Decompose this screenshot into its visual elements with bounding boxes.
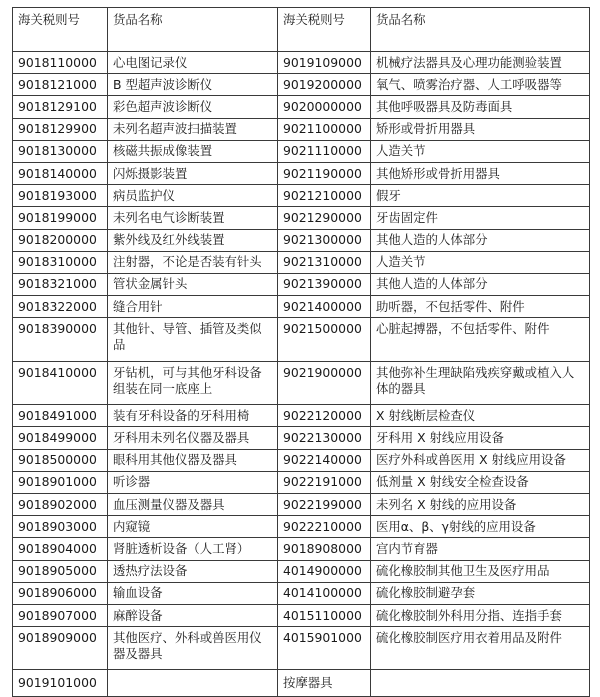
table-row [13,494,590,516]
goods-name-cell: 透热疗法设备 [108,560,278,582]
table-row [13,318,590,362]
goods-name-cell: 眼科用其他仪器及器具 [108,449,278,471]
table-row [13,185,590,207]
tariff-table [12,7,590,697]
goods-name-cell: 其他弥补生理缺陷残疾穿戴或植入人体的器具 [371,362,590,405]
goods-name-cell: 其他矫形或骨折用器具 [371,162,590,184]
tariff-code-cell: 9018499000 [13,427,108,449]
tariff-code-cell: 4014100000 [278,582,371,604]
goods-name-cell: 氧气、喷雾治疗器、人工呼吸器等 [371,74,590,96]
table-row [13,207,590,229]
goods-name-cell: 肾脏透析设备（人工肾） [108,538,278,560]
tariff-code-cell: 9021110000 [278,140,371,162]
table-row [13,471,590,493]
table-row [13,296,590,318]
goods-name-cell: 其他医疗、外科或兽医用仪器及器具 [108,627,278,670]
goods-name-cell: 管状金属针头 [108,273,278,295]
tariff-code-cell: 9018110000 [13,52,108,74]
tariff-code-cell: 9018491000 [13,405,108,427]
goods-name-cell: 硫化橡胶制外科用分指、连指手套 [371,604,590,626]
table-row [13,538,590,560]
header-name: 货品名称 [371,8,590,52]
goods-name-cell: 心脏起搏器，不包括零件、附件 [371,318,590,362]
goods-name-cell: 宫内节育器 [371,538,590,560]
table-row [13,405,590,427]
tariff-code-cell: 9018901000 [13,471,108,493]
tariff-code-cell: 9021210000 [278,185,371,207]
goods-name-cell: 未列名电气诊断装置 [108,207,278,229]
tariff-code-cell: 9021290000 [278,207,371,229]
goods-name-cell: 紫外线及红外线装置 [108,229,278,251]
header-name: 货品名称 [108,8,278,52]
table-row [13,74,590,96]
tariff-code-cell: 9018193000 [13,185,108,207]
tariff-code-cell: 9021100000 [278,118,371,140]
tariff-code-cell: 9018121000 [13,74,108,96]
tariff-code-cell: 9022210000 [278,516,371,538]
tariff-code-cell: 9022130000 [278,427,371,449]
tariff-code-cell: 9018500000 [13,449,108,471]
goods-name-cell: 麻醉设备 [108,604,278,626]
goods-name-cell: 未列名 X 射线的应用设备 [371,494,590,516]
goods-name-cell: 矫形或骨折用器具 [371,118,590,140]
tariff-code-cell: 9018903000 [13,516,108,538]
tariff-code-cell: 9018129900 [13,118,108,140]
tariff-code-cell: 9018410000 [13,362,108,405]
goods-name-cell: 其他人造的人体部分 [371,273,590,295]
goods-name-cell: X 射线断层检查仪 [371,405,590,427]
table-row [13,362,590,405]
goods-name-cell: 注射器，不论是否装有针头 [108,251,278,273]
goods-name-cell: 其他人造的人体部分 [371,229,590,251]
header-code: 海关税则号 [278,8,371,52]
table-row [13,627,590,670]
table-row [13,118,590,140]
goods-name-cell: 装有牙科设备的牙科用椅 [108,405,278,427]
goods-name-cell: 听诊器 [108,471,278,493]
tariff-code-cell: 9018905000 [13,560,108,582]
table-row [13,670,590,697]
goods-name-cell: 硫化橡胶制其他卫生及医疗用品 [371,560,590,582]
table-row [13,273,590,295]
goods-name-cell: 牙科用 X 射线应用设备 [371,427,590,449]
goods-name-cell: 其他呼吸器具及防毒面具 [371,96,590,118]
table-row [13,427,590,449]
goods-name-cell: 硫化橡胶制避孕套 [371,582,590,604]
goods-name-cell: 病员监护仪 [108,185,278,207]
goods-name-cell: 未列名超声波扫描装置 [108,118,278,140]
goods-name-cell: 心电图记录仪 [108,52,278,74]
table-body [13,8,590,697]
tariff-code-cell: 9018321000 [13,273,108,295]
header-code: 海关税则号 [13,8,108,52]
tariff-code-cell: 9022199000 [278,494,371,516]
table-row [13,251,590,273]
tariff-code-cell: 9022120000 [278,405,371,427]
goods-name-cell: 缝合用针 [108,296,278,318]
goods-name-cell: 牙科用未列名仪器及器具 [108,427,278,449]
goods-name-cell: 低剂量 X 射线安全检查设备 [371,471,590,493]
table-row [13,560,590,582]
goods-name-cell: 其他针、导管、插管及类似品 [108,318,278,362]
tariff-code-cell: 按摩器具 [278,670,371,697]
tariff-code-cell: 4015110000 [278,604,371,626]
goods-name-cell: 牙齿固定件 [371,207,590,229]
goods-name-cell [371,670,590,697]
goods-name-cell: 人造关节 [371,251,590,273]
tariff-code-cell: 9018909000 [13,627,108,670]
table-row [13,96,590,118]
goods-name-cell: 血压测量仪器及器具 [108,494,278,516]
tariff-code-cell: 9018906000 [13,582,108,604]
table-row [13,449,590,471]
goods-name-cell: 内窥镜 [108,516,278,538]
tariff-code-cell: 9021900000 [278,362,371,405]
tariff-code-cell: 9020000000 [278,96,371,118]
tariff-code-cell: 4015901000 [278,627,371,670]
goods-name-cell: 机械疗法器具及心理功能测验装置 [371,52,590,74]
table-row [13,162,590,184]
tariff-code-cell: 9018199000 [13,207,108,229]
table-row [13,229,590,251]
goods-name-cell: 医用α、β、γ射线的应用设备 [371,516,590,538]
goods-name-cell: 人造关节 [371,140,590,162]
goods-name-cell: 牙钻机，可与其他牙科设备组装在同一底座上 [108,362,278,405]
table-row [13,604,590,626]
goods-name-cell: 彩色超声波诊断仪 [108,96,278,118]
table-row [13,52,590,74]
tariff-code-cell: 9018129100 [13,96,108,118]
goods-name-cell: 核磁共振成像装置 [108,140,278,162]
goods-name-cell: 医疗外科或兽医用 X 射线应用设备 [371,449,590,471]
tariff-code-cell: 9019109000 [278,52,371,74]
tariff-code-cell: 9021390000 [278,273,371,295]
goods-name-cell [108,670,278,697]
goods-name-cell: 助听器，不包括零件、附件 [371,296,590,318]
tariff-code-cell: 4014900000 [278,560,371,582]
table-row [13,140,590,162]
tariff-code-cell: 9021500000 [278,318,371,362]
goods-name-cell: 输血设备 [108,582,278,604]
tariff-code-cell: 9019101000 [13,670,108,697]
tariff-code-cell: 9018200000 [13,229,108,251]
tariff-code-cell: 9022140000 [278,449,371,471]
goods-name-cell: B 型超声波诊断仪 [108,74,278,96]
tariff-code-cell: 9018904000 [13,538,108,560]
tariff-code-cell: 9018322000 [13,296,108,318]
tariff-code-cell: 9018130000 [13,140,108,162]
tariff-code-cell: 9021300000 [278,229,371,251]
tariff-code-cell: 9018902000 [13,494,108,516]
goods-name-cell: 假牙 [371,185,590,207]
tariff-code-cell: 9021310000 [278,251,371,273]
tariff-code-cell: 9018907000 [13,604,108,626]
table-row [13,582,590,604]
table-row [13,516,590,538]
table-header-row [13,8,590,52]
tariff-code-cell: 9018390000 [13,318,108,362]
tariff-code-cell: 9018310000 [13,251,108,273]
goods-name-cell: 闪烁摄影装置 [108,162,278,184]
tariff-code-cell: 9018908000 [278,538,371,560]
tariff-code-cell: 9018140000 [13,162,108,184]
tariff-code-cell: 9021400000 [278,296,371,318]
tariff-code-cell: 9021190000 [278,162,371,184]
tariff-code-cell: 9022191000 [278,471,371,493]
tariff-code-cell: 9019200000 [278,74,371,96]
goods-name-cell: 硫化橡胶制医疗用衣着用品及附件 [371,627,590,670]
